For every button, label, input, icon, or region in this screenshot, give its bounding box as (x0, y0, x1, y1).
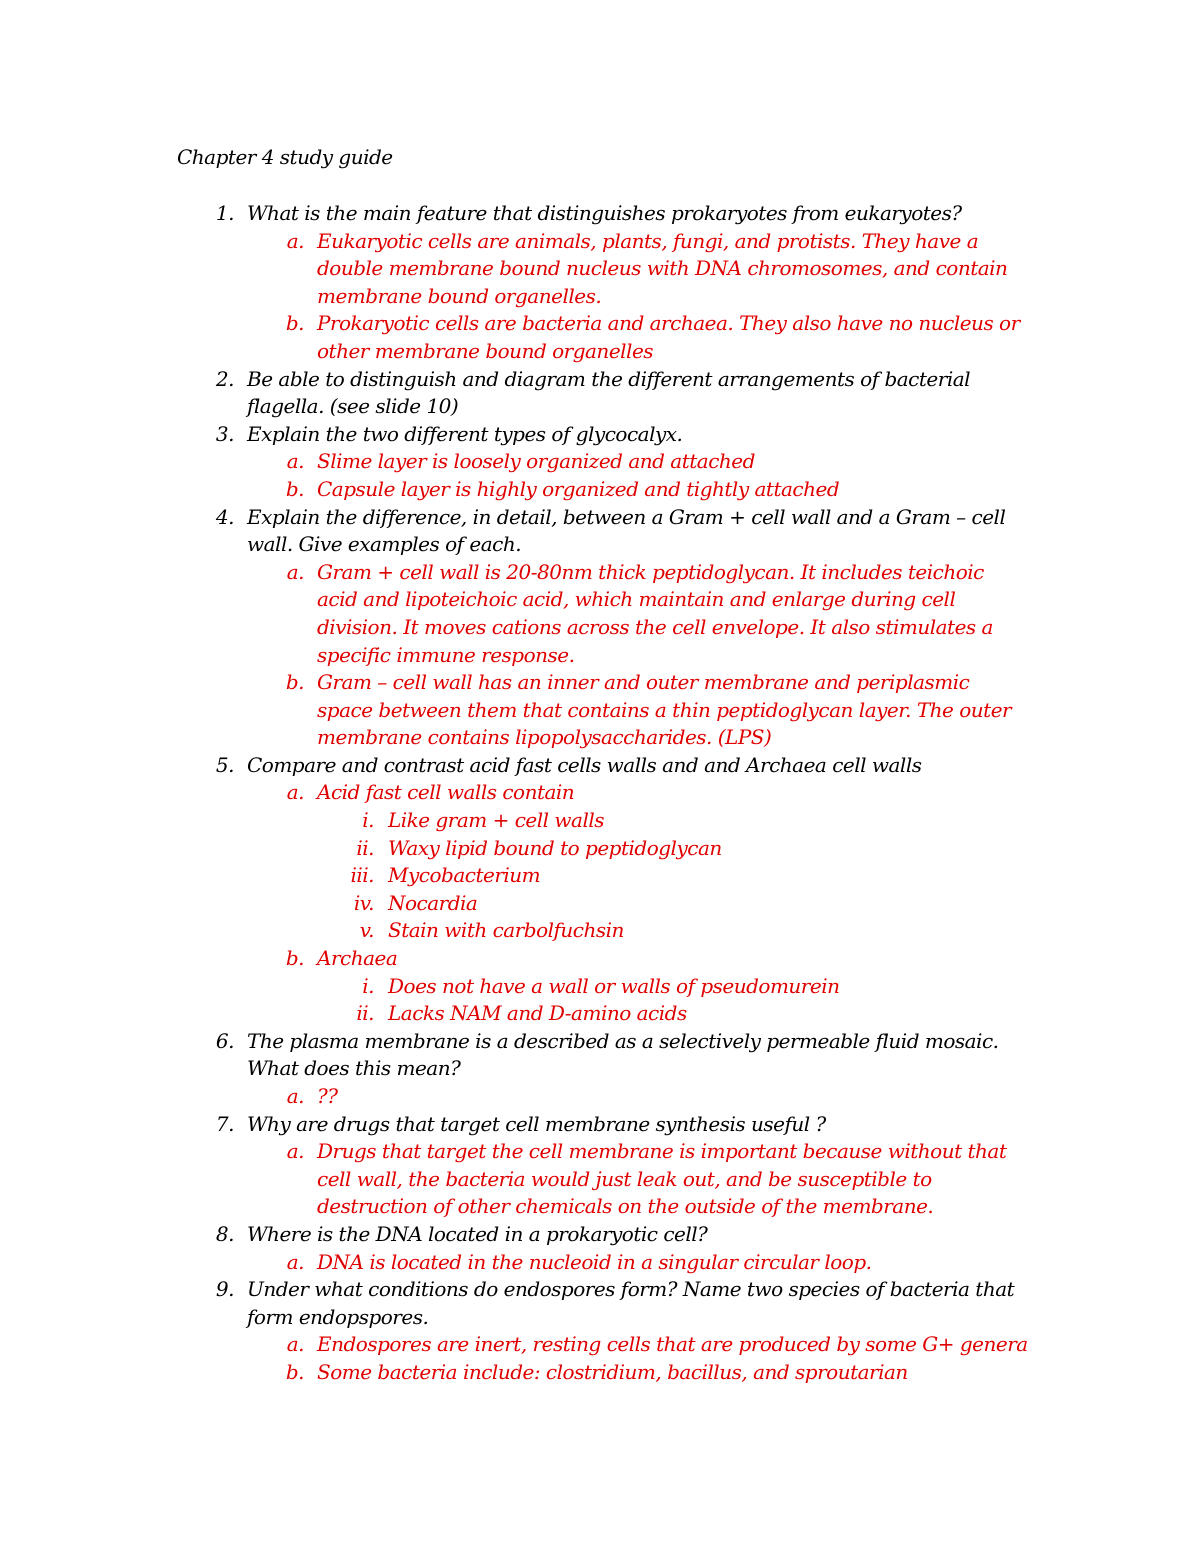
line-text: space between them that contains a thin peptidoglycan layer. The outer (317, 697, 1012, 722)
line-text: membrane bound organelles. (317, 283, 602, 308)
question-line (0, 421, 1200, 449)
line-text: specific immune response. (317, 642, 575, 667)
answer-line (0, 1359, 1200, 1387)
line-text: ?? (317, 1084, 338, 1108)
line-text: Stain with carbolfuchsin (388, 918, 624, 943)
answer-line (0, 310, 1200, 338)
line-text: The plasma membrane is a described as a selectively permeable fluid mosaic. (247, 1028, 999, 1053)
line-text: Some bacteria include: clostridium, bacillus, and sproutarian (317, 1359, 908, 1384)
answer-line (0, 862, 1200, 890)
list-marker: b. (285, 946, 304, 971)
list-marker: ii. (356, 835, 374, 860)
list-marker: 3. (215, 421, 234, 446)
answer-line (0, 779, 1200, 807)
list-marker: ii. (356, 1001, 374, 1026)
question-line (0, 393, 1200, 421)
line-text: Explain the two different types of glycocalyx. (247, 421, 683, 446)
list-marker: iii. (350, 863, 374, 888)
answer-line (0, 697, 1200, 725)
answer-line (0, 1000, 1200, 1028)
list-marker: a. (286, 1249, 304, 1274)
line-text: membrane contains lipopolysaccharides. (LPS) (317, 725, 772, 750)
answer-line (0, 890, 1200, 918)
list-marker: 2. (215, 366, 234, 391)
line-text: Under what conditions do endospores form? Name two species of bacteria that (247, 1277, 1015, 1302)
line-text: Waxy lipid bound to peptidoglycan (388, 835, 722, 860)
question-line (0, 1221, 1200, 1249)
list-marker: 7. (215, 1111, 234, 1136)
line-text: Does not have a wall or walls of pseudomurein (388, 973, 840, 998)
list-marker: 9. (215, 1277, 234, 1302)
list-marker: 6. (215, 1028, 234, 1053)
line-text: Be able to distinguish and diagram the different arrangements of bacterial (247, 366, 971, 391)
list-marker: b. (285, 476, 304, 501)
list-marker: i. (362, 973, 374, 998)
line-text: other membrane bound organelles (317, 338, 654, 363)
answer-line (0, 614, 1200, 642)
line-text: Explain the difference, in detail, between a Gram + cell wall and a Gram – cell (247, 504, 1006, 529)
document-title: Chapter 4 study guide (177, 145, 393, 169)
line-text: Drugs that target the cell membrane is important because without that (317, 1139, 1007, 1164)
question-line (0, 1276, 1200, 1304)
line-text: wall. Give examples of each. (247, 532, 522, 557)
line-text: destruction of other chemicals on the outside of the membrane. (317, 1194, 934, 1219)
line-text: flagella. (see slide 10) (247, 394, 459, 419)
list-marker: a. (286, 1139, 304, 1164)
answer-line (0, 559, 1200, 587)
list-marker: a. (286, 1084, 304, 1108)
line-text: division. It moves cations across the cell envelope. It also stimulates a (317, 614, 993, 639)
list-marker: b. (285, 670, 304, 695)
answer-line (0, 642, 1200, 670)
answer-line (0, 1083, 1200, 1111)
list-marker: a. (286, 228, 304, 253)
line-text: Mycobacterium (388, 863, 541, 888)
answer-line (0, 448, 1200, 476)
line-text: Eukaryotic cells are animals, plants, fungi, and protists. They have a (317, 228, 979, 253)
list-marker: 4. (215, 504, 234, 529)
question-line (0, 366, 1200, 394)
answer-line (0, 973, 1200, 1001)
line-text: Nocardia (388, 890, 478, 915)
list-marker: 8. (215, 1221, 234, 1246)
list-marker: 5. (215, 752, 234, 777)
list-marker: a. (286, 449, 304, 474)
question-line (0, 1028, 1200, 1056)
line-text: Endospores are inert, resting cells that are produced by some G+ genera (317, 1332, 1028, 1357)
question-line (0, 200, 1200, 228)
question-line (0, 531, 1200, 559)
line-text: Why are drugs that target cell membrane synthesis useful ? (247, 1111, 826, 1136)
answer-line (0, 724, 1200, 752)
list-marker: a. (286, 1332, 304, 1357)
list-marker: v. (359, 918, 374, 943)
answer-line (0, 917, 1200, 945)
line-text: Prokaryotic cells are bacteria and archaea. They also have no nucleus or (317, 311, 1020, 336)
line-text: Gram + cell wall is 20-80nm thick peptidoglycan. It includes teichoic (317, 559, 984, 584)
line-text: Archaea (317, 946, 398, 971)
line-text: form endopspores. (247, 1304, 429, 1329)
question-line (0, 1055, 1200, 1083)
answer-line (0, 1331, 1200, 1359)
line-text: Acid fast cell walls contain (317, 780, 575, 805)
list-marker: 1. (215, 201, 234, 225)
answer-line (0, 228, 1200, 256)
question-line (0, 1111, 1200, 1139)
line-text: double membrane bound nucleus with DNA chromosomes, and contain (317, 256, 1008, 281)
line-text: Gram – cell wall has an inner and outer membrane and periplasmic (317, 670, 970, 695)
line-text: Slime layer is loosely organized and attached (317, 449, 755, 474)
line-text: cell wall, the bacteria would just leak out, and be susceptible to (317, 1166, 932, 1191)
answer-line (0, 945, 1200, 973)
list-marker: b. (285, 1359, 304, 1384)
answer-line (0, 807, 1200, 835)
question-line (0, 504, 1200, 532)
list-marker: a. (286, 559, 304, 584)
line-text: Where is the DNA located in a prokaryotic cell? (247, 1221, 708, 1246)
question-line (0, 752, 1200, 780)
answer-line (0, 586, 1200, 614)
line-text: DNA is located in the nucleoid in a singular circular loop. (317, 1249, 872, 1274)
answer-line (0, 476, 1200, 504)
answer-line (0, 338, 1200, 366)
answer-line (0, 255, 1200, 283)
line-text: What is the main feature that distinguishes prokaryotes from eukaryotes? (247, 201, 962, 225)
study-guide-list (0, 200, 1200, 1387)
answer-line (0, 1138, 1200, 1166)
line-text: Lacks NAM and D-amino acids (388, 1001, 687, 1026)
answer-line (0, 1249, 1200, 1277)
answer-line (0, 669, 1200, 697)
answer-line (0, 1193, 1200, 1221)
question-line (0, 1304, 1200, 1332)
line-text: Capsule layer is highly organized and tightly attached (317, 476, 840, 501)
line-text: What does this mean? (247, 1056, 461, 1081)
answer-line (0, 283, 1200, 311)
line-text: Like gram + cell walls (388, 808, 605, 833)
list-marker: a. (286, 780, 304, 805)
list-marker: b. (285, 311, 304, 336)
answer-line (0, 1166, 1200, 1194)
answer-line (0, 835, 1200, 863)
list-marker: iv. (353, 890, 374, 915)
line-text: acid and lipoteichoic acid, which maintain and enlarge during cell (317, 587, 956, 612)
list-marker: i. (362, 808, 374, 833)
line-text: Compare and contrast acid fast cells walls and and Archaea cell walls (247, 752, 922, 777)
